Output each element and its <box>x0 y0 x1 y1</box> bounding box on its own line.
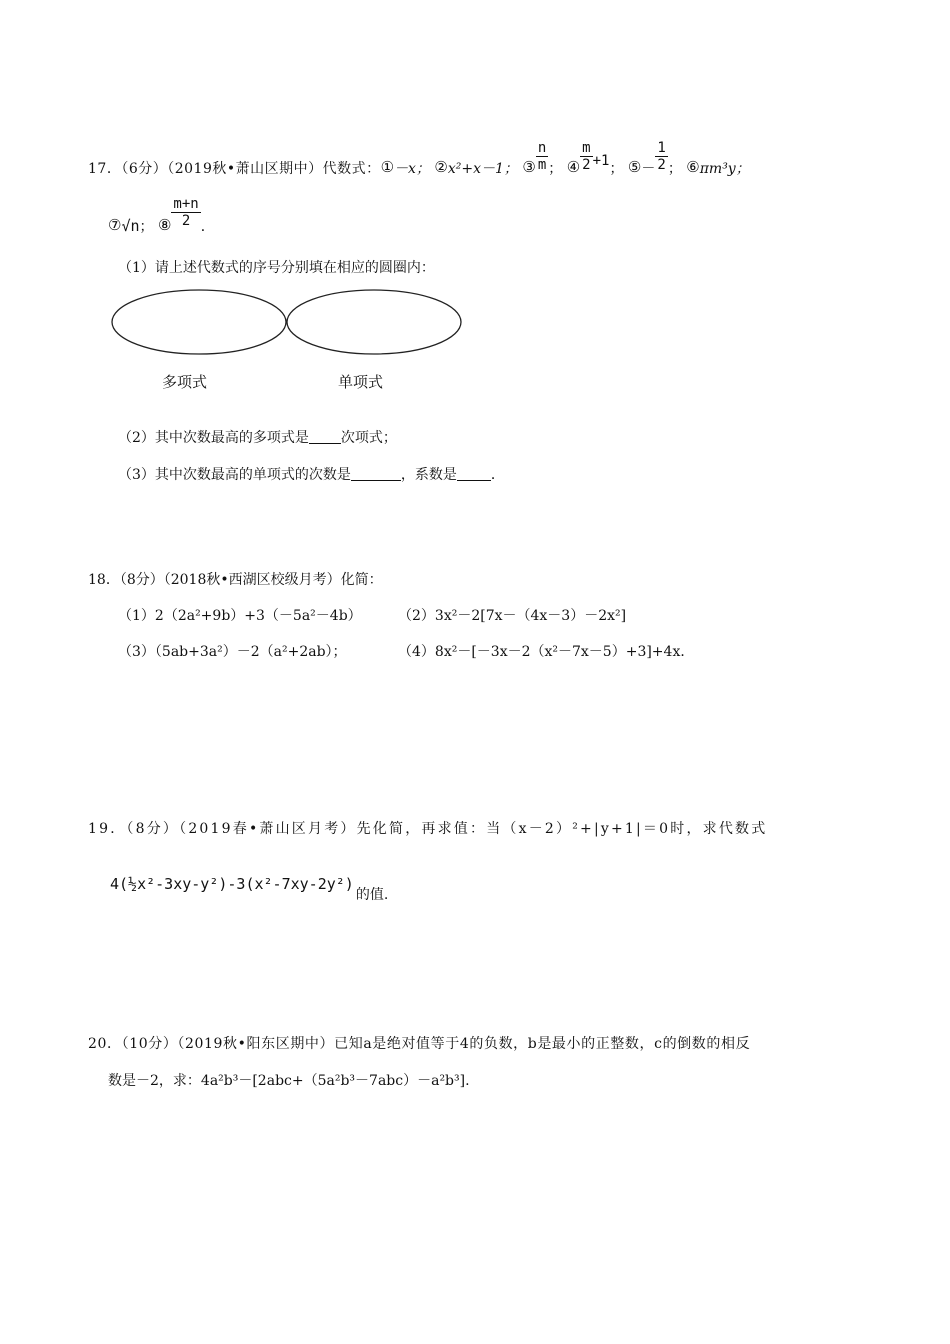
q18-part2: （2）3x²－2[7x－（4x－3）－2x²] <box>398 608 627 624</box>
q20-line2: 数是－2，求：4a²b³－[2abc+（5a²b³－7abc）－a²b³]. <box>108 1073 470 1089</box>
expr-8-numerator: m+n <box>173 196 199 212</box>
sub3-text-b: ，系数是 <box>400 467 457 483</box>
q19-expression-line <box>110 875 388 904</box>
q18-part3: （3）（5ab+3a²）－2（a²+2ab）； <box>118 644 347 660</box>
expr-1: －x； <box>394 161 430 177</box>
expr-3-numerator: n <box>537 140 547 156</box>
expr-4-denominator: 2 <box>582 157 591 173</box>
item-7-marker: ⑦ <box>108 216 122 234</box>
expr-5-fraction <box>655 140 667 173</box>
q17-sub1: （1）请上述代数式的序号分别填在相应的圆圈内： <box>118 260 435 276</box>
item-2-marker: ② <box>434 158 448 176</box>
sub2-text-a: （2）其中次数最高的多项式是 <box>118 430 309 446</box>
q19-header: 19．（8分）（2019春•萧山区月考）先化简，再求值：当（x－2）²+|y+1|＝0时，求代数式 <box>88 821 768 837</box>
label-polynomial: 多项式 <box>162 373 208 391</box>
sub2-blank[interactable] <box>309 429 341 444</box>
sub3-blank-coefficient[interactable] <box>457 466 491 481</box>
expr-7: √n <box>121 217 140 235</box>
item-1-marker: ① <box>380 158 395 176</box>
sub2-text-b: 次项式； <box>340 430 397 446</box>
expr-3-denominator: m <box>537 157 547 173</box>
q17-sub2 <box>118 427 397 447</box>
polynomial-circle[interactable] <box>112 290 286 354</box>
q18-part4: （4）8x²－[－3x－2（x²－7x－5）+3]+4x． <box>398 644 695 660</box>
item-8-marker: ⑧ <box>157 216 172 234</box>
expr-5-numerator: 1 <box>657 140 666 156</box>
q17-line1: 17．（6分）（2019秋•萧山区期中）代数式：①－x； ②x²+x－1； ③ $\frac{n}{m}$ ； ④ $\frac{m}{2}$ +1； ⑤－ $\frac{1}{2}$ ； ⑥πm³y； <box>88 140 750 177</box>
sub3-text-a: （3）其中次数最高的单项式的次数是 <box>118 467 351 483</box>
expr-8-fraction <box>171 196 200 229</box>
q20-line1: 20．（10分）（2019秋•阳东区期中）已知a是绝对值等于4的负数，b是最小的正整数，c的倒数的相反 <box>88 1036 751 1052</box>
expr-2: x²+x－1； <box>447 161 518 177</box>
expr-4-numerator: m <box>582 140 591 156</box>
expr-3-fraction <box>536 140 548 173</box>
sub3-blank-degree[interactable] <box>351 466 401 481</box>
expr-5-denominator: 2 <box>657 157 666 173</box>
q17-sub3 <box>118 464 505 484</box>
q17-line2: ⑦√n； ⑧ $\frac{m+n}{2}$ ． <box>108 196 215 235</box>
q19-tail: 的值. <box>355 887 389 903</box>
venn-ellipses <box>108 286 468 366</box>
item-6-marker: ⑥ <box>686 158 700 176</box>
expr-6: πm³y； <box>699 161 750 177</box>
label-monomial: 单项式 <box>338 373 384 391</box>
q18-part1: （1）2（2a²+9b）+3（－5a²－4b） <box>118 608 362 624</box>
item-5-marker: ⑤ <box>627 158 642 176</box>
expr-4-tail: +1 <box>592 153 610 169</box>
expr-4-fraction <box>580 140 592 173</box>
expr-8-denominator: 2 <box>181 213 191 229</box>
expr-5-sign: － <box>641 161 656 177</box>
q17-header: 17．（6分）（2019秋•萧山区期中）代数式： <box>88 161 381 177</box>
item-4-marker: ④ <box>566 158 581 176</box>
q18-header: 18．（8分）（2018秋•西湖区校级月考）化简： <box>88 572 383 588</box>
sub3-text-c: ． <box>490 467 505 483</box>
monomial-circle[interactable] <box>287 290 461 354</box>
item-3-marker: ③ <box>522 158 536 176</box>
q19-expression: 4(½x²-3xy-y²)-3(x²-7xy-2y²) <box>110 875 354 893</box>
